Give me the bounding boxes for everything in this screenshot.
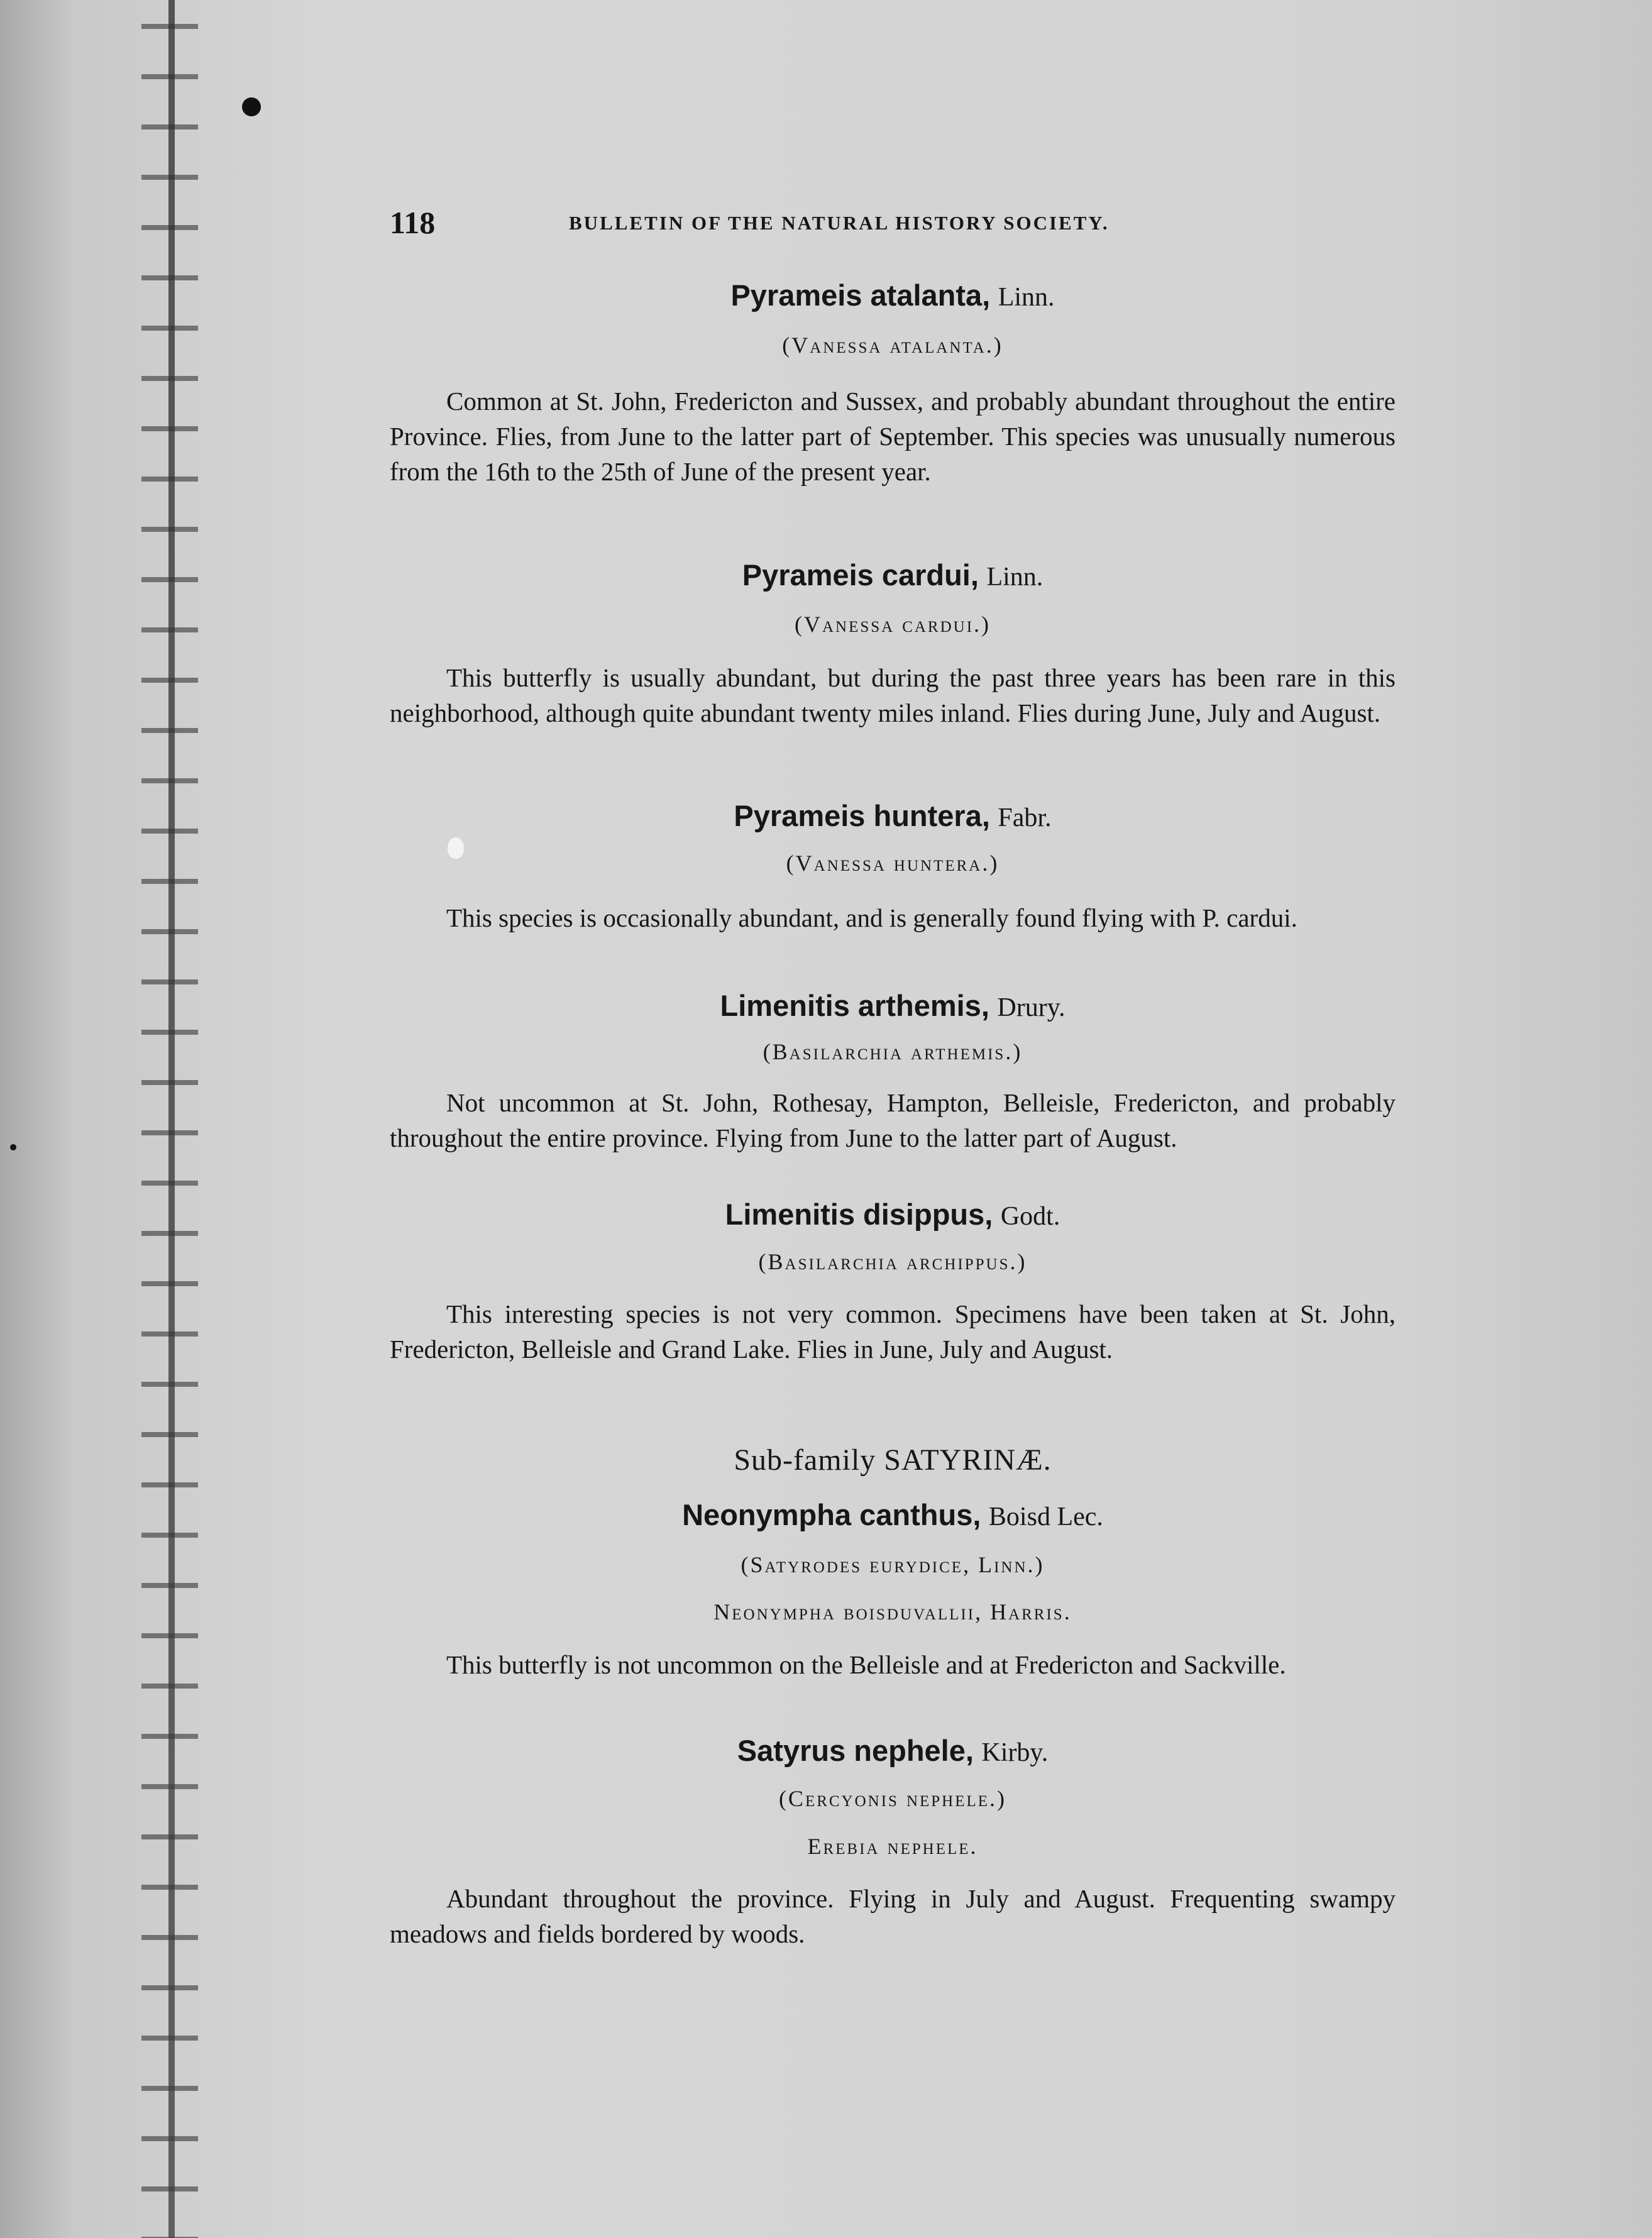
species-heading bbox=[390, 987, 1396, 1023]
species-synonym: (Vanessa huntera.) bbox=[786, 851, 999, 876]
description-text: This butterfly is not uncommon on the Belleisle and at Fredericton and Sackville. bbox=[446, 1650, 1286, 1679]
species-author: Linn. bbox=[998, 283, 1055, 312]
description-text: Not uncommon at St. John, Rothesay, Hampton, Belleisle, Fredericton, and probably throughout the entire province. Flying from June to the latter part of August. bbox=[390, 1088, 1396, 1152]
species-description bbox=[390, 660, 1396, 730]
species-heading bbox=[390, 277, 1396, 313]
species-name: Satyrus nephele, bbox=[737, 1734, 974, 1767]
description-text: Common at St. John, Fredericton and Sussex, and probably abundant throughout the entire Province. Flies, from June to the latter part of September. This species was unusually numerous from the 16th to the 25th of June of the present year. bbox=[390, 387, 1396, 486]
binding-edge bbox=[168, 0, 175, 2238]
species-name: Limenitis disippus, bbox=[725, 1198, 993, 1231]
ink-spot bbox=[242, 97, 261, 116]
species-author: Kirby. bbox=[981, 1738, 1049, 1767]
page-header bbox=[390, 204, 1216, 255]
page-number: 118 bbox=[390, 205, 436, 240]
species-heading bbox=[390, 1732, 1396, 1768]
species-name: Pyrameis atalanta, bbox=[730, 278, 991, 312]
species-synonym: (Cercyonis nephele.) bbox=[778, 1786, 1007, 1811]
species-description bbox=[390, 1296, 1396, 1367]
species-synonym-secondary: Erebia nephele. bbox=[807, 1834, 978, 1859]
description-text: This species is occasionally abundant, and is generally found flying with P. cardui. bbox=[446, 903, 1297, 932]
description-text: This interesting species is not very common. Specimens have been taken at St. John, Fredericton, Belleisle and Grand Lake. Flies in June, July and August. bbox=[390, 1299, 1396, 1364]
description-text: This butterfly is usually abundant, but during the past three years has been rare in this neighborhood, although quite abundant twenty miles inland. Flies during June, July and August. bbox=[390, 663, 1396, 727]
species-author: Godt. bbox=[1000, 1202, 1060, 1231]
species-synonym: (Satyrodes eurydice, Linn.) bbox=[741, 1552, 1045, 1577]
species-synonym-secondary: Neonympha boisduvallii, Harris. bbox=[713, 1599, 1072, 1624]
species-author: Linn. bbox=[986, 563, 1044, 592]
species-synonym: (Basilarchia arthemis.) bbox=[763, 1039, 1023, 1064]
species-author: Fabr. bbox=[998, 803, 1052, 832]
ink-speck bbox=[10, 1144, 16, 1150]
species-synonym: (Vanessa cardui.) bbox=[794, 612, 991, 637]
species-description bbox=[390, 900, 1396, 935]
subfamily-heading: Sub-family SATYRINÆ. bbox=[734, 1443, 1052, 1477]
species-author: Boisd Lec. bbox=[988, 1502, 1103, 1531]
species-description bbox=[390, 1085, 1396, 1155]
species-synonym: (Vanessa atalanta.) bbox=[782, 333, 1003, 358]
species-name: Pyrameis huntera, bbox=[734, 799, 990, 832]
species-description bbox=[390, 1881, 1396, 1951]
species-description bbox=[390, 383, 1396, 489]
species-heading bbox=[390, 556, 1396, 593]
description-text: Abundant throughout the province. Flying in July and August. Frequenting swampy meadows and fields bordered by woods. bbox=[390, 1884, 1396, 1948]
species-name: Pyrameis cardui, bbox=[742, 558, 979, 592]
running-head: BULLETIN OF THE NATURAL HISTORY SOCIETY. bbox=[569, 212, 1110, 234]
species-author: Drury. bbox=[997, 993, 1066, 1022]
species-heading bbox=[390, 797, 1396, 834]
species-synonym: (Basilarchia archippus.) bbox=[758, 1249, 1027, 1274]
species-name: Neonympha canthus, bbox=[682, 1498, 981, 1531]
species-name: Limenitis arthemis, bbox=[720, 989, 989, 1022]
species-heading bbox=[390, 1496, 1396, 1533]
species-heading bbox=[390, 1196, 1396, 1232]
species-description bbox=[390, 1647, 1396, 1682]
